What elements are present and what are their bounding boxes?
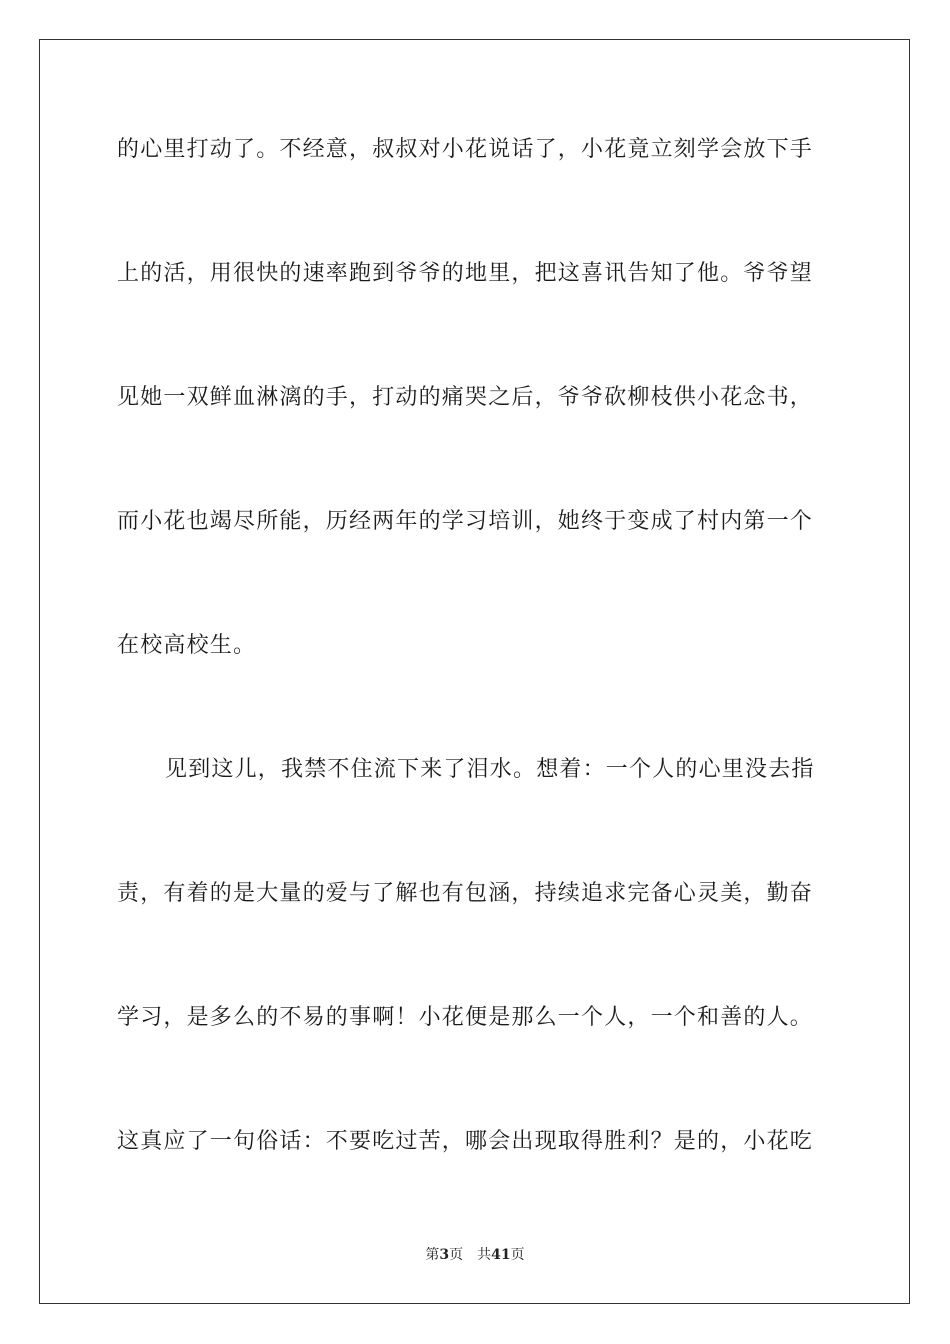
text-line: 学习，是多么的不易的事啊！小花便是那么一个人，一个和善的人。 xyxy=(117,1005,814,1030)
total-prefix: 共 xyxy=(477,1247,492,1263)
text-line: 在校高校生。 xyxy=(117,633,257,658)
text-line: 而小花也竭尽所能，历经两年的学习培训，她终于变成了村内第一个 xyxy=(117,509,814,534)
total-pages: 41 xyxy=(491,1247,511,1263)
text-line: 上的活，用很快的速率跑到爷爷的地里，把这喜讯告知了他。爷爷望 xyxy=(117,261,814,286)
page-number: 3 xyxy=(439,1247,450,1263)
total-suffix: 页 xyxy=(510,1247,525,1263)
text-line: 的心里打动了。不经意，叔叔对小花说话了，小花竟立刻学会放下手 xyxy=(117,137,814,162)
text-line: 这真应了一句俗话：不要吃过苦，哪会出现取得胜利？是的，小花吃 xyxy=(117,1129,814,1154)
text-line: 见她一双鲜血淋漓的手，打动的痛哭之后，爷爷砍柳枝供小花念书， xyxy=(117,385,814,410)
page-suffix: 页 xyxy=(449,1247,464,1263)
page-prefix: 第 xyxy=(425,1247,440,1263)
text-line: 责，有着的是大量的爱与了解也有包涵，持续追求完备心灵美，勤奋 xyxy=(117,881,814,906)
page-footer xyxy=(0,1245,950,1265)
paragraph-first-line: 见到这儿，我禁不住流下来了泪水。想着：一个人的心里没去指 xyxy=(165,757,815,782)
page-border xyxy=(39,39,910,1304)
